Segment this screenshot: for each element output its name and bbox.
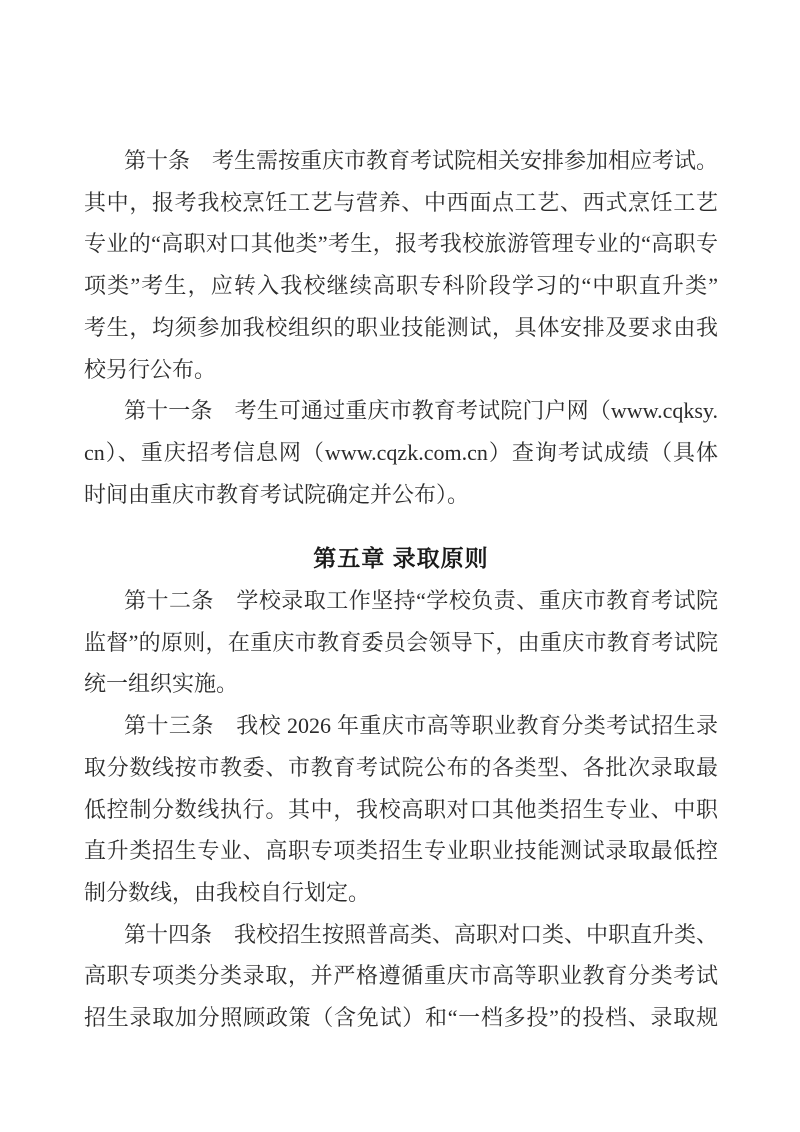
article10-line: 第十条 考生需按重庆市教育考试院相关安排参加相应考试。	[124, 148, 719, 173]
article13-line: 取分数线按市教委、市教育考试院公布的各类型、各批次录取最	[84, 754, 718, 780]
article14-line: 高职专项类分类录取，并严格遵循重庆市高等职业教育分类考试	[84, 963, 718, 989]
article14-line: 招生录取加分照顾政策（含免试）和“一档多投”的投档、录取规	[84, 1005, 718, 1031]
article11-line: 第十一条 考生可通过重庆市教育考试院门户网（www.cqksy.	[124, 398, 718, 424]
article11-line: 时间由重庆市教育考试院确定并公布）。	[84, 481, 470, 507]
article10-line: 考生，均须参加我校组织的职业技能测试，具体安排及要求由我	[84, 314, 718, 340]
document-text-block	[84, 140, 718, 1039]
article13-line: 低控制分数线执行。其中，我校高职对口其他类招生专业、中职	[84, 796, 718, 822]
article13-line: 制分数线，由我校自行划定。	[84, 879, 371, 905]
article10-line: 项类”考生，应转入我校继续高职专科阶段学习的“中职直升类”	[84, 273, 718, 299]
article14-line: 第十四条 我校招生按照普高类、高职对口类、中职直升类、	[124, 921, 719, 947]
article11-line: cn）、重庆招考信息网（www.cqzk.com.cn）查询考试成绩（具体	[84, 439, 718, 465]
chapter-heading: 第五章 录取原则	[313, 545, 489, 572]
article13-line: 第十三条 我校 2026 年重庆市高等职业教育分类考试招生录	[124, 713, 718, 739]
article10-line: 校另行公布。	[84, 356, 217, 382]
article13-line: 直升类招生专业、高职专项类招生专业职业技能测试录取最低控	[84, 838, 718, 864]
article12-line: 第十二条 学校录取工作坚持“学校负责、重庆市教育考试院	[124, 588, 718, 614]
article10-line: 专业的“高职对口其他类”考生，报考我校旅游管理专业的“高职专	[84, 231, 718, 257]
article12-line: 统一组织实施。	[84, 671, 239, 697]
article12-line: 监督”的原则，在重庆市教育委员会领导下，由重庆市教育考试院	[84, 629, 718, 655]
article10-line: 其中，报考我校烹饪工艺与营养、中西面点工艺、西式烹饪工艺	[84, 189, 718, 215]
